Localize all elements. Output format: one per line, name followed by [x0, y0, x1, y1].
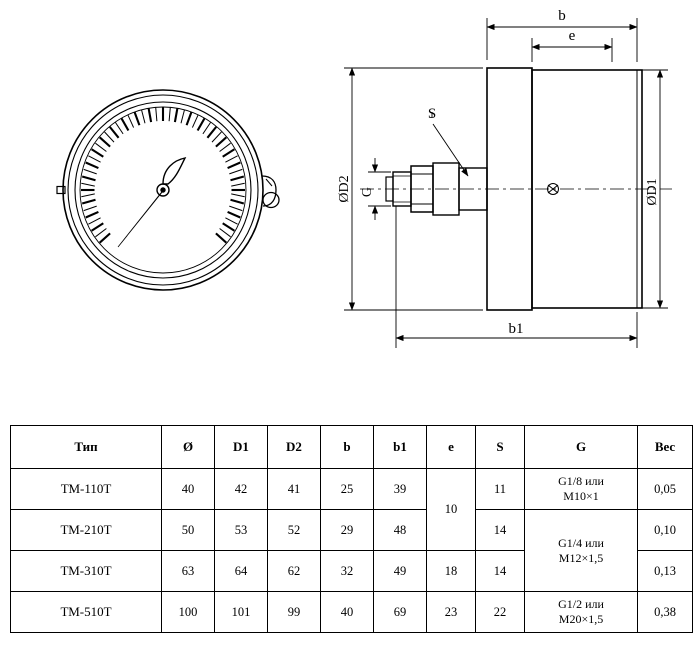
table-row — [11, 592, 693, 633]
cell-diameter: 100 — [162, 592, 215, 633]
gauge-front-view — [57, 90, 279, 290]
header-g: G — [525, 426, 638, 469]
cell-e: 10 — [427, 469, 476, 551]
label-D2: ØD2 — [337, 175, 352, 203]
specification-table-container — [10, 425, 690, 633]
cell-g — [525, 469, 638, 510]
header-b: b — [321, 426, 374, 469]
cell-b: 40 — [321, 592, 374, 633]
cell-d1: 42 — [215, 469, 268, 510]
cell-b1: 69 — [374, 592, 427, 633]
header-diameter: Ø — [162, 426, 215, 469]
cell-s: 11 — [476, 469, 525, 510]
cell-b1: 49 — [374, 551, 427, 592]
cell-s: 14 — [476, 551, 525, 592]
header-e: e — [427, 426, 476, 469]
label-b: b — [558, 8, 566, 24]
cell-g-line1: G1/4 или — [558, 535, 604, 550]
header-d1: D1 — [215, 426, 268, 469]
cell-g — [525, 592, 638, 633]
cell-weight: 0,13 — [638, 551, 693, 592]
header-d2: D2 — [268, 426, 321, 469]
cell-weight: 0,38 — [638, 592, 693, 633]
cell-diameter: 40 — [162, 469, 215, 510]
cell-diameter: 50 — [162, 510, 215, 551]
cell-type: ТМ-210Т — [11, 510, 162, 551]
header-weight: Вес — [638, 426, 693, 469]
cell-type: ТМ-510Т — [11, 592, 162, 633]
cell-g-line1: G1/8 или — [558, 474, 604, 488]
gauge-side-view — [360, 68, 672, 310]
label-e: e — [568, 28, 576, 44]
table-row — [11, 510, 693, 551]
cell-type: ТМ-110Т — [11, 469, 162, 510]
cell-weight: 0,10 — [638, 510, 693, 551]
cell-e: 18 — [427, 551, 476, 592]
cell-diameter: 63 — [162, 551, 215, 592]
cell-b1: 48 — [374, 510, 427, 551]
cell-b: 32 — [321, 551, 374, 592]
cell-g-line2: М12×1,5 — [558, 550, 604, 565]
cell-b: 25 — [321, 469, 374, 510]
cell-d2: 41 — [268, 469, 321, 510]
cell-g-line1: G1/2 или — [558, 597, 604, 611]
cell-g-line2: М10×1 — [563, 489, 599, 503]
cell-d1: 101 — [215, 592, 268, 633]
header-s: S — [476, 426, 525, 469]
cell-d2: 99 — [268, 592, 321, 633]
cell-g-line2: М20×1,5 — [558, 612, 604, 626]
table-header-row — [11, 426, 693, 469]
label-D1: ØD1 — [645, 178, 660, 206]
cell-s: 22 — [476, 592, 525, 633]
cell-g — [525, 510, 638, 592]
table-row — [11, 469, 693, 510]
cell-b: 29 — [321, 510, 374, 551]
specification-table — [10, 425, 693, 633]
cell-b1: 39 — [374, 469, 427, 510]
label-S: S — [427, 106, 437, 122]
header-type: Тип — [11, 426, 162, 469]
cell-d2: 62 — [268, 551, 321, 592]
cell-s: 14 — [476, 510, 525, 551]
cell-type: ТМ-310Т — [11, 551, 162, 592]
header-b1: b1 — [374, 426, 427, 469]
cell-d1: 53 — [215, 510, 268, 551]
label-G: G — [360, 186, 375, 198]
label-b1: b1 — [508, 321, 524, 337]
cell-d1: 64 — [215, 551, 268, 592]
cell-e: 23 — [427, 592, 476, 633]
cell-weight: 0,05 — [638, 469, 693, 510]
cell-d2: 52 — [268, 510, 321, 551]
